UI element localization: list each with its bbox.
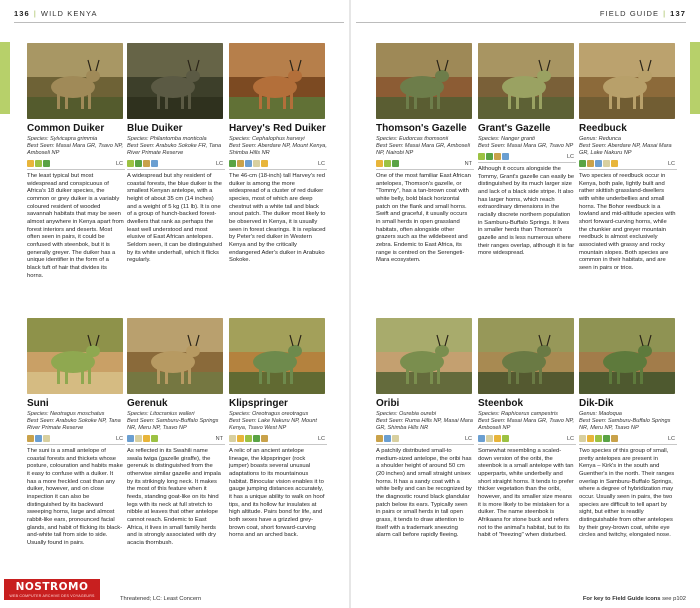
habitat-icons-row xyxy=(229,160,327,170)
habitat-icons-row xyxy=(478,153,576,163)
species-latin: Species: Eudorcas thomsonii xyxy=(376,136,449,142)
habitat-icon xyxy=(587,435,594,442)
habitat-icon xyxy=(237,435,244,442)
species-latin: Species: Cephalophus harveyi xyxy=(229,136,305,142)
habitat-icon xyxy=(595,435,602,442)
photo-common-duiker xyxy=(27,43,123,119)
species-description: Two species of this group of small, pretty antelopes are present in Kenya – Kirk's in the south and Guenther's in the north. Their ranges overlap in Samburu-Buffalo Springs, where a degree of hybridization may occur. Usually seen in pairs, the two species are difficult to tell apart by sight, but either is readily distinguishable from other antelopes by their grey-brown coat, white eye circles and twitchy, elongated nose. xyxy=(579,448,675,539)
habitat-icon xyxy=(595,160,602,167)
species-description: One of the most familiar East African antelopes, Thomson's gazelle, or "Tommy", has a tan-brown coat with white belly, bold black horizontal patch on the flank and small horns. Swift and graceful, it usually occurs in small herds in open grassland habitats, often alongside other grazers such as the wildebeest and zebra. Endemic to East Africa, its range is centred on the Serengeti-Mara ecosystem. xyxy=(376,173,471,264)
habitat-icon xyxy=(579,160,586,167)
species-latin: Species: Neotragus moschatus xyxy=(27,411,105,417)
best-seen: Best Seen: Masai Mara GR, Tsavo NP, Amboseli NP xyxy=(478,418,575,431)
entry-thomson-s-gazelle xyxy=(376,43,474,265)
species-description: A patchily distributed small-to medium-sized antelope, the oribi has a shoulder height of around 50 cm (20 inches) and small straight unisex horns. It has a sandy coat with a white belly and can be recognized by the diagnostic round black glandular patch below its ears. Typically seen in pairs or small herds in tall open grass, it tends to draw attention to itself with a trademark sneezing alarm call before rapidly fleeing. xyxy=(376,448,472,539)
conservation-status: LC xyxy=(667,161,675,167)
left-section-title: WILD KENYA xyxy=(40,9,98,18)
photo-grant-s-gazelle xyxy=(478,43,574,119)
photo-reedbuck xyxy=(579,43,675,119)
habitat-icon xyxy=(579,435,586,442)
species-description: A relic of an ancient antelope lineage, the klipspringer (rock jumper) boasts several unusual adaptations to its mountainous habitat. Binocular vision enables it to gauge jumping distances accurately, it has a unique ability to walk on hoof tips, and its hollow fur insulates at high altitude. Pairs bond for life, and both sexes have a grizzled grey-brown coat, short forward-curving horns and an arched back. xyxy=(229,448,325,539)
habitat-icon xyxy=(587,160,594,167)
conservation-status: LC xyxy=(464,436,472,442)
species-name: Harvey's Red Duiker xyxy=(229,123,326,134)
species-description: The least typical but most widespread and conspicuous of Africa's 18 duiker species, the common or grey duiker is a variably coloured resident of wooded savannah habitats that may be seen almost anywhere in Kenya apart from forest interiors and deserts. Most often seen in pairs, it could be confused with steenbok, but it is generally greyer. The duiker has a unique identifier in the form of a black tuft of hair that divides its horns. xyxy=(27,173,124,279)
habitat-icon xyxy=(376,160,383,167)
entry-suni xyxy=(27,318,125,548)
entry-blue-duiker xyxy=(127,43,225,265)
species-name: Suni xyxy=(27,398,49,409)
habitat-icons-row xyxy=(229,435,327,445)
habitat-icon xyxy=(603,435,610,442)
photo-thomson-s-gazelle xyxy=(376,43,472,119)
conservation-status: LC xyxy=(317,161,325,167)
habitat-icon xyxy=(143,160,150,167)
habitat-icons-row xyxy=(127,435,225,445)
habitat-icon xyxy=(43,160,50,167)
left-footnote: Threatened; LC: Least Concern xyxy=(120,596,202,602)
habitat-icon xyxy=(253,160,260,167)
habitat-icon xyxy=(486,153,493,160)
best-seen: Best Seen: Masai Mara GR, Amboseli NP, Nairobi NP xyxy=(376,143,470,156)
species-description: The suni is a small antelope of coastal forests and thickets whose posture, colouration and habits make it easy to confuse with a duiker. It has a more freckled coat than any duiker, however, and on close inspection it can also be distinguished by its backward sweeping horns, large and almost rabbit-like ears, pronounced facial glands, and habit of flicking its black-and-white tail from side to side. Usually found in pairs. xyxy=(27,448,123,546)
entry-grant-s-gazelle xyxy=(478,43,576,258)
species-latin: Species: Nanger granti xyxy=(478,136,535,142)
right-footnote-ref: see p102 xyxy=(662,596,686,602)
entry-reedbuck xyxy=(579,43,677,273)
right-page-number: 137 xyxy=(670,9,686,18)
photo-harvey-s-red-duiker xyxy=(229,43,325,119)
habitat-icon xyxy=(27,435,34,442)
right-footnote-key: For key to Field Guide icons xyxy=(582,596,661,602)
watermark-title: NOSTROMO xyxy=(4,579,100,594)
species-latin: Species: Sylvicapra grimmia xyxy=(27,136,98,142)
species-description: As reflected in its Swahili name swala twiga (gazelle giraffe), the gerenuk is distinguished from the otherwise similar gazelle and impala by its strikingly long neck. It makes the most of this feature when it feeds, standing goat-like on its hind legs with its neck at full stretch to nibble at leaves that other antelope cannot reach. Endemic to East Africa, it lives in small family herds and is strongly associated with dry acacia thornbush. xyxy=(127,448,221,546)
species-name: Klipspringer xyxy=(229,398,288,409)
habitat-icon xyxy=(229,160,236,167)
species-latin: Species: Raphicerus campestris xyxy=(478,411,558,417)
photo-steenbok xyxy=(478,318,574,394)
conservation-status: LC xyxy=(566,154,574,160)
habitat-icon xyxy=(35,160,42,167)
left-page-number: 136 xyxy=(14,9,30,18)
photo-gerenuk xyxy=(127,318,223,394)
species-name: Steenbok xyxy=(478,398,524,409)
right-section-title: FIELD GUIDE xyxy=(599,9,660,18)
conservation-status: LC xyxy=(215,161,223,167)
best-seen: Best Seen: Aberdare NP, Masai Mara GR, Lake Nakuru NP xyxy=(579,143,672,156)
habitat-icon xyxy=(253,435,260,442)
left-header-rule xyxy=(14,22,344,23)
right-page-header: FIELD GUIDE | 137 xyxy=(599,9,686,18)
habitat-icon xyxy=(127,160,134,167)
species-name: Thomson's Gazelle xyxy=(376,123,467,134)
habitat-icon xyxy=(494,435,501,442)
species-description: Somewhat resembling a scaled-down version of the oribi, the steenbok is a small antelope with tan upperparts, white underbelly and short straight horns. It tends to prefer thicker vegetation than the oribi, however, and its smaller size means it is more likely to be mistaken for a duiker. The name steenbok is Afrikaans for stone buck and refers not to the animal's habitat, but to its habit of "freezing" when disturbed. xyxy=(478,448,574,539)
habitat-icon xyxy=(143,435,150,442)
habitat-icon xyxy=(486,435,493,442)
habitat-icon xyxy=(494,153,501,160)
watermark-logo xyxy=(4,579,100,600)
conservation-status: LC xyxy=(115,161,123,167)
entry-harvey-s-red-duiker xyxy=(229,43,327,265)
best-seen: Best Seen: Masai Mara GR, Tsavo NP, Amboseli NP xyxy=(27,143,124,156)
species-name: Common Duiker xyxy=(27,123,105,134)
best-seen: Best Seen: Ruma Hills NP, Masai Mara GR, Shimba Hills NR xyxy=(376,418,473,431)
habitat-icons-row xyxy=(579,435,677,445)
habitat-icons-row xyxy=(376,160,474,170)
conservation-status: NT xyxy=(464,161,472,167)
habitat-icon xyxy=(245,160,252,167)
habitat-icon xyxy=(229,435,236,442)
entry-klipspringer xyxy=(229,318,327,540)
habitat-icon xyxy=(151,435,158,442)
entry-dik-dik xyxy=(579,318,677,540)
right-header-rule xyxy=(356,22,686,23)
best-seen: Best Seen: Arabuko Sokoke FR, Tana River Primate Reserve xyxy=(127,143,222,156)
habitat-icon xyxy=(478,435,485,442)
habitat-icon xyxy=(502,153,509,160)
species-name: Reedbuck xyxy=(579,123,627,134)
habitat-icon xyxy=(261,435,268,442)
habitat-icons-row xyxy=(127,160,225,170)
habitat-icon xyxy=(392,435,399,442)
entry-steenbok xyxy=(478,318,576,540)
habitat-icon xyxy=(245,435,252,442)
habitat-icon xyxy=(384,160,391,167)
habitat-icon xyxy=(478,153,485,160)
watermark-subtitle: WEB COMPUTER ARCHIVE DES VOYAGEURS xyxy=(4,594,100,600)
habitat-icon xyxy=(35,435,42,442)
species-name: Oribi xyxy=(376,398,400,409)
species-description: The 46-cm (18-inch) tall Harvey's red duiker is among the more widespread of a cluster of red duiker species, most of which are deep chestnut with a white tail and black snout patch. The duiker most likely to be observed in Kenya, it is usually seen in forest clearings. It is replaced by Peter's red duiker in Western Kenya and by the critically endangered Ader's duiker in Arabuko Sokoke. xyxy=(229,173,326,264)
species-latin: Species: Philantomba monticola xyxy=(127,136,207,142)
habitat-icon xyxy=(611,435,618,442)
conservation-status: LC xyxy=(566,436,574,442)
habitat-icon xyxy=(502,435,509,442)
habitat-icon xyxy=(384,435,391,442)
right-footnote xyxy=(583,596,686,602)
photo-dik-dik xyxy=(579,318,675,394)
habitat-icons-row xyxy=(579,160,677,170)
habitat-icon xyxy=(261,160,268,167)
left-section-tab xyxy=(0,42,10,114)
habitat-icon xyxy=(392,160,399,167)
photo-blue-duiker xyxy=(127,43,223,119)
conservation-status: NT xyxy=(215,436,223,442)
habitat-icons-row xyxy=(27,435,125,445)
entry-common-duiker xyxy=(27,43,125,280)
best-seen: Best Seen: Arabuko Sokoke NP, Tana River Primate Reserve xyxy=(27,418,121,431)
habitat-icon xyxy=(135,160,142,167)
best-seen: Best Seen: Samburu-Buffalo Springs NR, Meru NP, Tsavo NP xyxy=(127,418,219,431)
entry-gerenuk xyxy=(127,318,225,548)
habitat-icons-row xyxy=(376,435,474,445)
species-latin: Species: Ourebia ourebi xyxy=(376,411,437,417)
habitat-icon xyxy=(603,160,610,167)
conservation-status: LC xyxy=(115,436,123,442)
left-page-header: 136 | WILD KENYA xyxy=(14,9,98,18)
species-latin: Species: Oreotragus oreotragus xyxy=(229,411,309,417)
best-seen: Best Seen: Samburu-Buffalo Springs NR, Meru NP, Tsavo NP xyxy=(579,418,671,431)
species-name: Gerenuk xyxy=(127,398,168,409)
species-latin: Genus: Redunca xyxy=(579,136,621,142)
species-description: Although it occurs alongside the Tommy, Grant's gazelle can easily be distinguished by its much larger size and lack of a black side stripe. It also has larger horns, which reach extraordinary dimensions in the racially discrete northern population in Samburu-Buffalo Springs. It lives in smaller herds than Thomson's gazelle and is less numerous where their ranges overlap, although it is far more widespread. xyxy=(478,166,575,257)
habitat-icons-row xyxy=(478,435,576,445)
best-seen: Best Seen: Lake Nakuru NP, Mount Kenya, Tsavo West NP xyxy=(229,418,317,431)
best-seen: Best Seen: Masai Mara GR, Tsavo NP xyxy=(478,143,574,149)
habitat-icon xyxy=(27,160,34,167)
habitat-icons-row xyxy=(27,160,125,170)
species-description: A widespread but shy resident of coastal forests, the blue duiker is the smallest Kenyan antelope, with a height of about 35 cm (14 inches) and a weight of 5 kg (11 lb). It is one of a group of hunch-backed forest-dwellers that rank as perhaps the least well understood and most elusive of East African antelopes. Seldom seen, it can be distinguished by its white underhall, which it flicks regularly. xyxy=(127,173,223,264)
conservation-status: LC xyxy=(667,436,675,442)
photo-klipspringer xyxy=(229,318,325,394)
entry-oribi xyxy=(376,318,474,540)
species-latin: Species: Litocranius walleri xyxy=(127,411,195,417)
species-name: Grant's Gazelle xyxy=(478,123,551,134)
best-seen: Best Seen: Aberdare NP, Mount Kenya, Shimba Hills NR xyxy=(229,143,327,156)
habitat-icon xyxy=(237,160,244,167)
species-description: Two species of reedbuck occur in Kenya, both pale, lightly built and rather skittish grassland-dwellers with white underbellies and small horns. The Bohor reedbuck is a lowland and mid-altitude species with short forward-curving horns, while the chunkier and greyer mountain reedbuck is almost exclusively associated with grassy and rocky mountain slopes. Both species are common in their habitats, and are seen in pairs or trios. xyxy=(579,173,676,271)
species-name: Blue Duiker xyxy=(127,123,183,134)
conservation-status: LC xyxy=(317,436,325,442)
right-section-tab xyxy=(690,42,700,114)
habitat-icon xyxy=(43,435,50,442)
habitat-icon xyxy=(151,160,158,167)
species-name: Dik-Dik xyxy=(579,398,614,409)
habitat-icon xyxy=(611,160,618,167)
habitat-icon xyxy=(376,435,383,442)
habitat-icon xyxy=(135,435,142,442)
species-latin: Genus: Madoqua xyxy=(579,411,622,417)
photo-suni xyxy=(27,318,123,394)
photo-oribi xyxy=(376,318,472,394)
habitat-icon xyxy=(127,435,134,442)
